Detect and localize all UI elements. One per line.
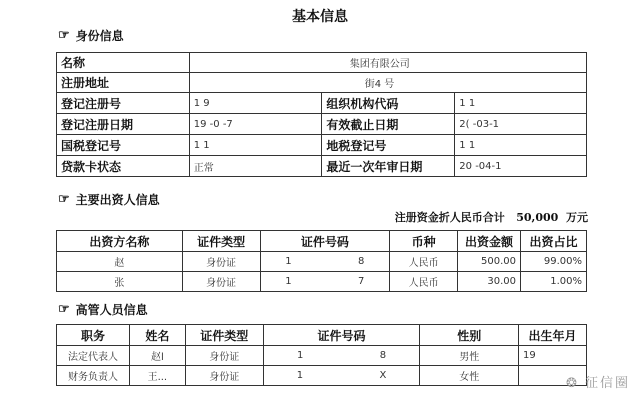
- id-number-end: 8: [379, 350, 387, 361]
- capital-unit: 万元: [566, 211, 588, 224]
- col-id-number: 证件号码: [260, 231, 390, 252]
- name-label: 名称: [57, 53, 190, 73]
- currency: 人民币: [390, 252, 458, 272]
- col-amount: 出资金额: [458, 231, 521, 252]
- id-number-end: X: [379, 370, 387, 381]
- wechat-icon: ❂: [565, 376, 579, 391]
- id-number: [260, 252, 390, 272]
- section-executives-title: 高管人员信息: [75, 303, 148, 317]
- executives-table: [56, 324, 587, 386]
- local-tax-label: 地税登记号: [322, 135, 455, 156]
- col-id-number: 证件号码: [263, 325, 420, 346]
- registered-capital: [395, 209, 588, 225]
- section-executives-heading: [58, 301, 148, 318]
- loan-card-value: 正常: [189, 156, 322, 177]
- col-position: 职务: [57, 325, 130, 346]
- id-number-start: 1: [285, 256, 292, 267]
- reg-date-value: 19 -0 -7: [189, 114, 322, 135]
- id-number-end: 7: [358, 276, 365, 287]
- id-number: [260, 272, 390, 292]
- expiry-value: 2( -03-1: [455, 114, 587, 135]
- section-investors-heading: [58, 191, 160, 208]
- col-investor-name: 出资方名称: [57, 231, 183, 252]
- ratio: 1.00%: [521, 272, 587, 292]
- id-number-end: 8: [358, 256, 365, 267]
- pointing-hand-icon: ☞: [58, 28, 70, 43]
- ratio: 99.00%: [521, 252, 587, 272]
- col-currency: 币种: [390, 231, 458, 252]
- table-row: [57, 346, 587, 366]
- currency: 人民币: [390, 272, 458, 292]
- reg-no-value: 1 9: [189, 93, 322, 114]
- capital-value: 50,000: [516, 211, 559, 224]
- id-type: 身份证: [182, 272, 260, 292]
- pointing-hand-icon: ☞: [58, 192, 70, 207]
- id-number-start: 1: [296, 350, 304, 361]
- exec-name: 赵l: [129, 346, 185, 366]
- col-gender: 性别: [420, 325, 519, 346]
- id-number-start: 1: [285, 276, 292, 287]
- position: 财务负责人: [57, 366, 130, 386]
- org-code-value: 1 1: [455, 93, 587, 114]
- name-value: 集团有限公司: [189, 53, 586, 73]
- id-type: 身份证: [185, 346, 263, 366]
- table-row: [57, 366, 587, 386]
- local-tax-value: 1 1: [455, 135, 587, 156]
- last-review-label: 最近一次年审日期: [322, 156, 455, 177]
- section-identity-title: 身份信息: [75, 29, 124, 43]
- section-investors-title: 主要出资人信息: [75, 193, 160, 207]
- col-birth: 出生年月: [519, 325, 587, 346]
- position: 法定代表人: [57, 346, 130, 366]
- id-number: [263, 366, 420, 386]
- gender: 男性: [420, 346, 519, 366]
- watermark: [566, 372, 630, 391]
- pointing-hand-icon: ☞: [58, 302, 70, 317]
- amount: 500.00: [458, 252, 521, 272]
- reg-no-label: 登记注册号: [57, 93, 190, 114]
- investor-name: 赵: [57, 252, 183, 272]
- id-number-start: 1: [296, 370, 304, 381]
- page-title: 基本信息: [292, 9, 348, 25]
- national-tax-value: 1 1: [189, 135, 322, 156]
- section-identity-heading: [58, 27, 124, 44]
- investors-table: [56, 230, 587, 292]
- loan-card-label: 贷款卡状态: [57, 156, 190, 177]
- id-number: [263, 346, 420, 366]
- gender: 女性: [420, 366, 519, 386]
- table-row: [57, 252, 587, 272]
- exec-name: 王...: [129, 366, 185, 386]
- address-value: 街4 号: [189, 73, 586, 93]
- expiry-label: 有效截止日期: [322, 114, 455, 135]
- national-tax-label: 国税登记号: [57, 135, 190, 156]
- watermark-text: 征信圈: [584, 376, 630, 391]
- col-ratio: 出资占比: [521, 231, 587, 252]
- birth: 19: [519, 346, 587, 366]
- col-id-type: 证件类型: [182, 231, 260, 252]
- last-review-value: 20 -04-1: [455, 156, 587, 177]
- table-row: [57, 272, 587, 292]
- address-label: 注册地址: [57, 73, 190, 93]
- id-type: 身份证: [182, 252, 260, 272]
- amount: 30.00: [458, 272, 521, 292]
- id-type: 身份证: [185, 366, 263, 386]
- capital-label: 注册资金折人民币合计: [394, 211, 505, 224]
- identity-table: [56, 52, 587, 177]
- col-name: 姓名: [129, 325, 185, 346]
- reg-date-label: 登记注册日期: [57, 114, 190, 135]
- col-id-type: 证件类型: [185, 325, 263, 346]
- investor-name: 张: [57, 272, 183, 292]
- org-code-label: 组织机构代码: [322, 93, 455, 114]
